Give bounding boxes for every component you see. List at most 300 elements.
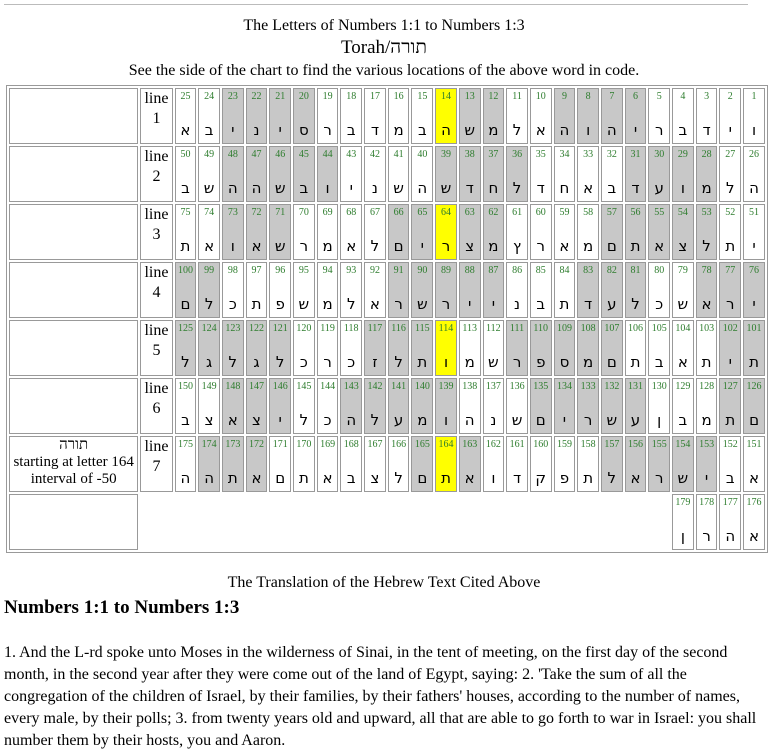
letter-index: 140 [414, 381, 430, 392]
hebrew-letter: ה [464, 411, 475, 429]
letter-cell [696, 204, 718, 260]
hebrew-letter: ל [204, 295, 214, 313]
line-label-word: line [144, 380, 169, 397]
letter-index: 97 [251, 265, 262, 276]
letter-cell [696, 262, 718, 318]
letter-index: 57 [606, 207, 617, 218]
translation-text: 1. And the L-rd spoke unto Moses in the wilderness of Sinai, in the tent of meeting, on the first day of the second month, in the second year after they were come out of the land of Egypt, saying: 2. 'Take the sum of all the congregation of the children of Israel, by their families, by their fathers' houses, according to the number of names, every male, by their polls; 3. from twenty years old and upward, all that are able to go forth to war in Israel: you shall number them by their hosts, you and Aaron. [4, 644, 757, 749]
letter-cell [483, 146, 505, 202]
letter-index: 71 [275, 207, 286, 218]
hebrew-letter: א [654, 237, 665, 255]
letter-index: 75 [180, 207, 191, 218]
letter-cell [459, 88, 481, 144]
letter-cell [554, 204, 576, 260]
line-label-word: line [144, 206, 169, 223]
hebrew-letter: ר [323, 353, 332, 371]
letter-cell [483, 378, 505, 434]
hebrew-letter: ם [749, 411, 760, 429]
hebrew-letter: ד [370, 121, 380, 139]
letter-cell [198, 320, 220, 376]
letter-cell [530, 320, 552, 376]
grid-row [9, 204, 765, 260]
hebrew-letter: ר [583, 411, 593, 429]
hebrew-letter: ר [441, 295, 451, 313]
letter-index: 116 [391, 323, 406, 334]
letter-index: 47 [251, 149, 262, 160]
letter-cell [317, 262, 339, 318]
letter-cell [175, 436, 197, 492]
letter-index: 148 [225, 381, 241, 392]
letter-cell [198, 436, 220, 492]
hebrew-letter: י [278, 121, 282, 139]
letter-cell [340, 204, 362, 260]
letter-cell [388, 146, 410, 202]
letter-index: 169 [320, 439, 336, 450]
hebrew-letter: ן [680, 527, 685, 545]
letter-cell [435, 262, 457, 318]
letter-index: 24 [204, 91, 215, 102]
letter-cell [530, 378, 552, 434]
letter-index: 138 [462, 381, 478, 392]
hebrew-letter: י [468, 295, 472, 313]
letter-index: 29 [677, 149, 688, 160]
letter-index: 65 [417, 207, 428, 218]
letter-index: 99 [204, 265, 215, 276]
letter-cell [364, 204, 386, 260]
letter-index: 55 [654, 207, 665, 218]
translation-heading: The Translation of the Hebrew Text Cited Above [227, 574, 541, 591]
letter-cell [719, 320, 741, 376]
blank-cell [198, 494, 220, 550]
hebrew-letter: ו [680, 179, 685, 197]
letter-cell [648, 320, 670, 376]
letter-index: 92 [369, 265, 380, 276]
letter-index: 137 [485, 381, 501, 392]
hebrew-letter: ם [275, 469, 286, 487]
letter-cell [483, 204, 505, 260]
hebrew-letter: ס [559, 353, 570, 371]
hebrew-letter: ד [631, 179, 640, 197]
letter-index: 158 [580, 439, 596, 450]
letter-cell [719, 378, 741, 434]
letter-cell [696, 88, 718, 144]
letter-cell [388, 378, 410, 434]
letter-index: 68 [346, 207, 357, 218]
blank-cell [411, 494, 433, 550]
blank-cell [388, 494, 410, 550]
hebrew-letter: ה [606, 121, 617, 139]
line-label-number: 4 [152, 284, 161, 301]
hebrew-letter: ב [536, 295, 546, 313]
letter-index: 142 [367, 381, 383, 392]
letter-index: 130 [651, 381, 667, 392]
letter-index: 33 [583, 149, 594, 160]
letter-index: 117 [367, 323, 383, 334]
hebrew-letter: י [704, 469, 709, 487]
letter-index: 102 [722, 323, 738, 334]
hebrew-letter: נ [490, 411, 497, 429]
hebrew-letter: ת [701, 353, 712, 371]
hebrew-letter: ב [181, 411, 190, 429]
letter-cell [672, 494, 694, 550]
side-note-cell [9, 262, 138, 318]
letter-index: 134 [556, 381, 572, 392]
letter-cell [340, 436, 362, 492]
side-note-cell [9, 204, 138, 260]
letter-cell [222, 88, 244, 144]
letter-cell [293, 146, 315, 202]
letter-index: 72 [251, 207, 262, 218]
line-label-number: 1 [152, 110, 161, 127]
letter-cell [293, 88, 315, 144]
hebrew-letter: א [749, 469, 760, 487]
letter-index: 49 [204, 149, 215, 160]
letter-cell [293, 262, 315, 318]
page-title: The Letters of Numbers 1:1 to Numbers 1:3 [243, 17, 525, 34]
blank-cell [483, 494, 505, 550]
letter-cell [246, 262, 268, 318]
letter-index: 4 [680, 91, 686, 102]
hebrew-letter: ל [228, 353, 238, 371]
letter-cell [483, 320, 505, 376]
letter-index: 7 [609, 91, 615, 102]
letter-index: 11 [512, 91, 522, 102]
letter-cell [222, 320, 244, 376]
hebrew-letter: ל [394, 353, 403, 371]
letter-index: 150 [177, 381, 193, 392]
letter-index: 159 [556, 439, 572, 450]
letter-cell [506, 88, 528, 144]
hebrew-letter: ל [370, 237, 380, 255]
letter-index: 15 [417, 91, 428, 102]
letter-index: 153 [699, 439, 715, 450]
letter-cell [743, 204, 765, 260]
hebrew-letter: ה [180, 469, 191, 487]
letter-cell [672, 262, 694, 318]
letter-cell [483, 88, 505, 144]
letter-index: 78 [701, 265, 712, 276]
letter-cell [648, 146, 670, 202]
letter-index: 124 [201, 323, 217, 334]
letter-cell [388, 204, 410, 260]
letter-cell [506, 204, 528, 260]
grid-row [9, 436, 765, 492]
letter-index: 59 [559, 207, 570, 218]
hebrew-letter: מ [322, 295, 333, 313]
letter-cell [246, 436, 268, 492]
hebrew-letter: מ [488, 121, 499, 139]
blank-cell [269, 494, 291, 550]
letter-index: 70 [298, 207, 309, 218]
letter-index: 128 [699, 381, 715, 392]
letter-cell [198, 88, 220, 144]
letter-cell [577, 204, 599, 260]
letter-cell [483, 262, 505, 318]
side-note-cell [9, 88, 138, 144]
letter-cell [743, 320, 765, 376]
hebrew-letter: י [752, 237, 756, 255]
letter-cell [625, 146, 647, 202]
letter-index: 171 [272, 439, 288, 450]
hebrew-letter: ר [654, 469, 664, 487]
letter-cell [340, 88, 362, 144]
hebrew-letter: ה [227, 179, 238, 197]
letter-index: 132 [604, 381, 620, 392]
letter-cell [246, 146, 268, 202]
hebrew-letter: א [701, 295, 712, 313]
grid-row [9, 320, 765, 376]
letter-cell [459, 204, 481, 260]
blank-cell [506, 494, 528, 550]
letter-index: 161 [509, 439, 525, 450]
letter-cell [293, 320, 315, 376]
hebrew-letter: ש [298, 295, 310, 313]
hebrew-letter: ת [630, 353, 641, 371]
letter-cell [625, 204, 647, 260]
side-note-cell [9, 146, 138, 202]
letter-cell [459, 146, 481, 202]
letter-cell [601, 262, 623, 318]
hebrew-letter: א [559, 237, 570, 255]
hebrew-letter: ס [299, 121, 309, 139]
letter-index: 10 [535, 91, 546, 102]
hebrew-letter: ם [417, 469, 428, 487]
hebrew-letter: נ [514, 295, 521, 313]
letter-index: 175 [177, 439, 193, 450]
letter-index: 37 [488, 149, 499, 160]
letter-index: 178 [699, 497, 715, 508]
letter-index: 58 [583, 207, 594, 218]
hebrew-letter: ח [488, 179, 499, 197]
letter-cell [317, 204, 339, 260]
letter-index: 84 [559, 265, 570, 276]
hebrew-letter: ב [678, 411, 688, 429]
letter-index: 83 [583, 265, 594, 276]
letter-cell [554, 262, 576, 318]
hebrew-letter: ש [677, 295, 689, 313]
letter-index: 122 [249, 323, 264, 334]
hebrew-letter: מ [583, 353, 594, 371]
letter-cell [625, 320, 647, 376]
letter-index: 32 [606, 149, 617, 160]
hebrew-letter: מ [464, 353, 475, 371]
hebrew-letter: ג [253, 353, 260, 371]
letter-index: 21 [275, 91, 286, 102]
letter-index: 123 [225, 323, 241, 334]
grid-row [9, 146, 765, 202]
letter-index: 136 [509, 381, 525, 392]
hebrew-letter: ת [583, 469, 594, 487]
letter-index: 91 [393, 265, 404, 276]
hebrew-letter: ב [204, 121, 214, 139]
hebrew-letter: ל [275, 353, 285, 371]
letter-index: 93 [346, 265, 357, 276]
hebrew-letter: ת [417, 353, 428, 371]
instruction-text: See the side of the chart to find the various locations of the above word in code. [128, 62, 640, 79]
letter-cell [317, 378, 339, 434]
letter-index: 63 [464, 207, 475, 218]
hebrew-letter: צ [678, 237, 688, 255]
letter-index: 86 [512, 265, 523, 276]
letter-cell [435, 204, 457, 260]
hebrew-letter: א [464, 469, 475, 487]
letter-index: 170 [296, 439, 312, 450]
hebrew-letter: ד [512, 469, 522, 487]
letter-index: 12 [488, 91, 499, 102]
line-label [140, 146, 172, 202]
letter-index: 129 [675, 381, 691, 392]
hebrew-letter: כ [228, 295, 237, 313]
letter-index: 126 [746, 381, 762, 392]
hebrew-letter: א [227, 411, 238, 429]
letter-cell [269, 146, 291, 202]
letter-cell [317, 146, 339, 202]
hebrew-letter: כ [347, 353, 356, 371]
hebrew-letter: ת [251, 295, 262, 313]
letter-index: 19 [322, 91, 333, 102]
side-note-cell [9, 320, 138, 376]
hebrew-letter: ע [607, 295, 617, 313]
letter-index: 69 [322, 207, 333, 218]
letter-cell [743, 494, 765, 550]
letter-cell [506, 262, 528, 318]
line-label-word: line [144, 438, 169, 455]
side-note-cell [9, 378, 138, 434]
letter-cell [411, 204, 433, 260]
hebrew-letter: ר [654, 121, 664, 139]
letter-index: 152 [722, 439, 738, 450]
letter-index: 165 [414, 439, 430, 450]
hebrew-letter: ת [630, 237, 641, 255]
hebrew-letter: ה [725, 527, 736, 545]
letter-index: 157 [604, 439, 620, 450]
letter-cell [269, 204, 291, 260]
hebrew-letter: י [728, 121, 732, 139]
hebrew-letter: מ [583, 237, 594, 255]
hebrew-letter: י [752, 295, 756, 313]
letter-cell [388, 320, 410, 376]
letter-cell [293, 436, 315, 492]
letter-cell [625, 436, 647, 492]
hebrew-letter: ב [654, 353, 664, 371]
hebrew-letter: ם [606, 237, 617, 255]
letter-index: 168 [343, 439, 359, 450]
hebrew-letter: ב [299, 179, 309, 197]
side-note-cell [9, 494, 138, 550]
hebrew-letter: ש [416, 295, 428, 313]
letter-index: 88 [464, 265, 475, 276]
letter-cell [719, 494, 741, 550]
letter-grid [6, 85, 768, 553]
letter-index: 146 [272, 381, 288, 392]
letter-cell [317, 320, 339, 376]
letter-cell [719, 436, 741, 492]
letter-index: 48 [227, 149, 238, 160]
letter-index: 90 [417, 265, 428, 276]
letter-cell [530, 436, 552, 492]
hebrew-letter: ה [417, 179, 428, 197]
line-label-number: 2 [152, 168, 161, 185]
letter-index: 108 [580, 323, 596, 334]
hebrew-letter: ת [227, 469, 238, 487]
side-note-word: תורה [59, 437, 89, 453]
line-label [140, 204, 172, 260]
letter-cell [601, 436, 623, 492]
hebrew-letter: פ [536, 353, 546, 371]
letter-index: 156 [628, 439, 643, 450]
hebrew-letter: י [420, 237, 424, 255]
letter-index: 149 [201, 381, 217, 392]
hebrew-letter: צ [252, 411, 261, 429]
letter-index: 131 [628, 381, 643, 392]
line-label-word: line [144, 148, 169, 165]
blank-cell [293, 494, 315, 550]
letter-cell [317, 88, 339, 144]
hebrew-letter: ב [346, 469, 356, 487]
hebrew-letter: ה [251, 179, 262, 197]
grid-row [9, 378, 765, 434]
hebrew-letter: י [633, 121, 638, 139]
hebrew-letter: י [349, 179, 353, 197]
hebrew-letter: מ [701, 411, 712, 429]
hebrew-letter: ה [204, 469, 215, 487]
letter-cell [317, 436, 339, 492]
hebrew-letter: ל [725, 179, 735, 197]
hebrew-letter: ו [325, 179, 330, 197]
letter-index: 36 [512, 149, 523, 160]
letter-index: 133 [580, 381, 596, 392]
letter-cell [554, 378, 576, 434]
letter-index: 101 [746, 323, 762, 334]
letter-index: 162 [485, 439, 501, 450]
line-label-word: line [144, 264, 169, 281]
letter-index: 174 [201, 439, 217, 450]
letter-cell [743, 436, 765, 492]
hebrew-letter: ת [725, 237, 736, 255]
hebrew-letter: א [583, 179, 594, 197]
letter-index: 155 [651, 439, 667, 450]
hebrew-letter: ת [441, 469, 451, 487]
letter-index: 35 [535, 149, 546, 160]
letter-cell [364, 88, 386, 144]
line-label-number: 3 [152, 226, 161, 243]
hebrew-letter: ש [393, 179, 404, 197]
letter-cell [696, 320, 718, 376]
hebrew-letter: מ [322, 237, 333, 255]
letter-index: 111 [509, 323, 525, 334]
letter-index: 112 [486, 323, 501, 334]
hebrew-letter: ץ [513, 237, 522, 255]
letter-cell [601, 204, 623, 260]
hebrew-letter: צ [465, 237, 475, 255]
letter-index: 2 [727, 91, 733, 102]
letter-index: 6 [633, 91, 638, 102]
hebrew-letter: ת [749, 353, 759, 371]
letter-cell [435, 320, 457, 376]
letter-cell [198, 204, 220, 260]
grid-row-extra [9, 494, 765, 550]
letter-cell [222, 262, 244, 318]
letter-index: 106 [628, 323, 643, 334]
blank-cell [246, 494, 268, 550]
letter-index: 109 [556, 323, 572, 334]
hebrew-letter: ל [512, 179, 522, 197]
line-label-number: 5 [152, 342, 161, 359]
hebrew-letter: צ [204, 411, 214, 429]
letter-index: 87 [488, 265, 499, 276]
hebrew-letter: ז [372, 353, 378, 371]
letter-index: 80 [654, 265, 665, 276]
